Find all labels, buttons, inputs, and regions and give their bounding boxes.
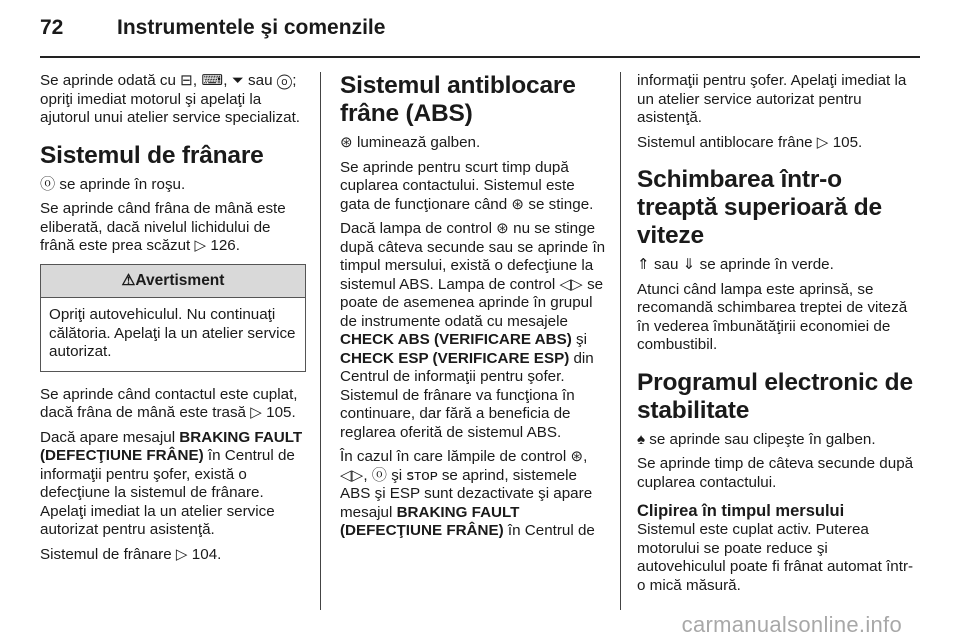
section-heading-shift: Schimbarea într-o treaptă superioară de viteze — [637, 166, 882, 249]
column-divider-2 — [620, 72, 621, 610]
intro-paragraph: Se aprinde odată cu ⊟, ⌨, ⏷ sau ⓞ; opriţi imediat motorul şi apelaţi la ajutorul unui atelier service specializat. — [40, 72, 301, 126]
header-divider — [40, 56, 920, 58]
handbrake-paragraph: Se aprinde când frâna de mână este eliberată, dacă nivelul lichidului de frână este prea scăzut ▷ 126. — [40, 200, 286, 254]
abs-lamp-paragraph — [340, 220, 606, 442]
abs-reference-paragraph: Sistemul antiblocare frâne ▷ 105. — [637, 133, 863, 151]
column-3 — [637, 72, 920, 601]
abs-short-paragraph: Se aprinde pentru scurt timp după cuplarea contactului. Sistemul este gata de funcţionare când ⊛ se stinge. — [340, 158, 594, 213]
message-paragraph — [40, 429, 306, 540]
column-1 — [40, 72, 306, 570]
page-title: Instrumentele şi comenzile — [117, 16, 386, 39]
abs-lamp-and: şi — [571, 331, 587, 348]
check-abs-message: CHECK ABS (VERIFICARE ABS) — [340, 331, 572, 348]
continuation-paragraph: informaţii pentru şofer. Apelaţi imediat la un atelier service autorizat pentru asistenţă. — [637, 72, 907, 126]
column-2 — [340, 72, 606, 547]
brake-red-paragraph: ⓞ se aprinde în roşu. — [40, 175, 186, 193]
shift-green-paragraph: ⇑ sau ⇓ se aprinde în verde. — [637, 256, 834, 273]
watermark: carmanualsonline.info — [681, 612, 902, 637]
section-heading-abs: Sistemul antiblocare frâne (ABS) — [340, 72, 576, 127]
warning-box — [40, 264, 306, 372]
check-esp-message: CHECK ESP (VERIFICARE ESP) — [340, 349, 570, 367]
contact-paragraph: Se aprinde când contactul este cuplat, dacă frâna de mână este trasă ▷ 105. — [40, 385, 298, 421]
abs-yellow-paragraph: ⊛ luminează galben. — [340, 134, 481, 151]
column-divider-1 — [320, 72, 321, 610]
section-heading-brake: Sistemul de frânare — [40, 141, 264, 169]
warning-title: ⚠Avertisment — [41, 265, 305, 299]
blink-paragraph: Sistemul este cuplat activ. Puterea motorului se poate reduce şi autovehiculul poate fi frânat automat într-o mică măsură. — [637, 521, 914, 594]
abs-case-text-post: în Centrul de — [503, 522, 595, 539]
abs-lamp-text-post: din Centrul de informaţii pentru şofer. Sistemul de frânare va funcţiona în continuare, dar fără a beneficia de reglarea oferită de sistemul ABS. — [340, 349, 594, 441]
message-text: Dacă apare mesajul — [40, 428, 180, 446]
brake-fault-message: BRAKING FAULT (DEFECŢIUNE FRÂNE) — [340, 503, 520, 539]
abs-case-paragraph — [340, 448, 606, 541]
subheading-blink: Clipirea în timpul mersului — [637, 502, 845, 520]
section-heading-esp: Programul electronic de stabilitate — [637, 368, 913, 424]
esp-startup-paragraph: Se aprinde timp de câteva secunde după cuplarea contactului. — [637, 455, 914, 491]
abs-lamp-text: Dacă lampa de control ⊛ nu se stinge după câteva secunde sau se aprinde în timpul mersului, există o defecţiune la sistemul ABS. Lampa de control ◁▷ se poate de asemenea aprinde în grupul de instrumente odată cu mesajele — [340, 220, 606, 330]
message-bold: BRAKING FAULT (DEFECŢIUNE FRÂNE) — [40, 428, 303, 464]
message-text-post: în Centrul de informaţii pentru şofer, există o defecţiune la sistemul de frânare. Apelaţi imediat la un atelier service autorizat pentru asistenţă. — [40, 447, 295, 538]
abs-case-text: În cazul în care lămpile de control ⊛, ◁▷, ⓞ şi ꜱᴛᴏᴘ se aprind, sistemele ABS şi ESP sunt dezactivate şi apare mesajul — [340, 448, 593, 521]
warning-text: Opriţi autovehiculul. Nu continuaţi călătoria. Apelaţi la un atelier service autorizat. — [49, 306, 296, 360]
shift-recommend-paragraph: Atunci când lampa este aprinsă, se recomandă schimbarea treptei de viteză în vederea îmbunătăţirii economiei de combustibil. — [637, 280, 908, 353]
page-number: 72 — [40, 16, 64, 39]
esp-paragraph: ♠ se aprinde sau clipeşte în galben. — [637, 430, 876, 448]
reference-paragraph: Sistemul de frânare ▷ 104. — [40, 545, 222, 563]
